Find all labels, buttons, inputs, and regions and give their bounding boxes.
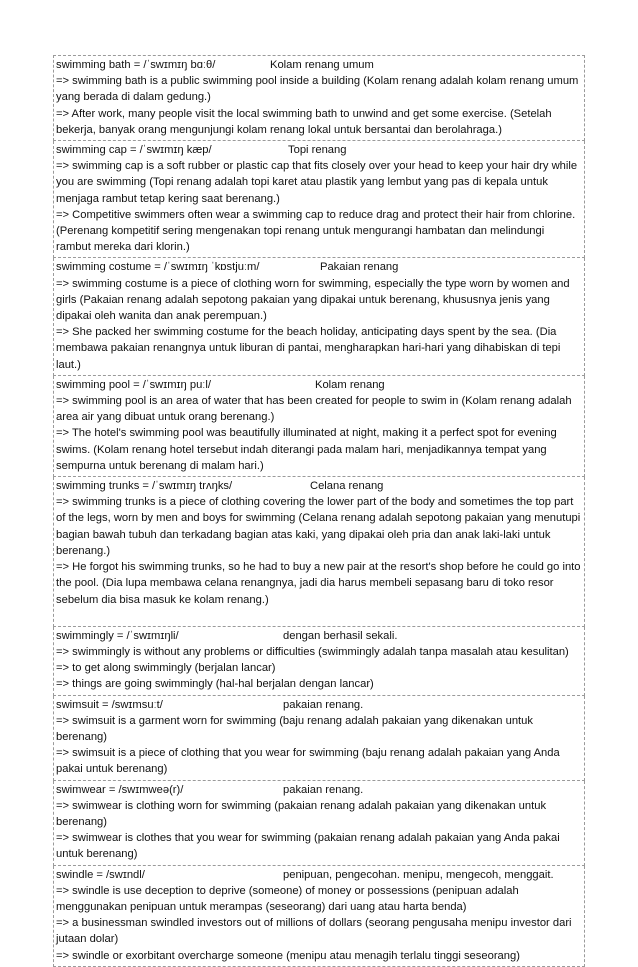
entry-example-line: => things are going swimmingly (hal-hal berjalan dengan lancar)	[56, 678, 374, 691]
entry-term: swimming pool = /ˈswɪmɪŋ puːl/	[56, 378, 212, 391]
entry-example-line: => swimming costume is a piece of clothing worn for swimming, especially the type worn by women and girls (Pakaian renang adalah sepotong pakaian yang dipakai untuk berenang, khususnya jenis yang dipakai oleh wanita dan anak perempuan.)	[56, 277, 570, 323]
entry-term: swimming cap = /ˈswɪmɪŋ kæp/	[56, 144, 212, 157]
entry-example-line: => a businessman swindled investors out of millions of dollars (seorang pengusaha menipu investor dari jutaan dolar)	[56, 917, 572, 946]
dictionary-entry	[53, 141, 585, 258]
dictionary-entry	[53, 258, 585, 375]
entry-translation: pakaian renang.	[283, 783, 364, 796]
entry-term: swimsuit = /swɪmsuːt/	[56, 698, 163, 711]
entry-translation: Kolam renang	[315, 378, 385, 391]
dictionary-entry	[53, 781, 585, 866]
entry-example-line: => swindle or exorbitant overcharge someone (menipu atau menagih terlalu tinggi seseorang)	[56, 949, 520, 962]
entry-example-line: => Competitive swimmers often wear a swimming cap to reduce drag and protect their hair from chlorine. (Perenang kompetitif sering mengenakan topi renang untuk mengurangi hambatan dan melindungi rambut mereka dari klorin.)	[56, 208, 576, 254]
entry-example-line: => swindle is use deception to deprive (someone) of money or possessions (penipuan adalah menggunakan penipuan untuk merampas (seseorang) dari uang atau harta benda)	[56, 884, 519, 913]
dictionary-entry	[53, 477, 585, 627]
entry-term: swimwear = /swɪmweə(r)/	[56, 783, 184, 796]
entry-term: swimming costume = /ˈswɪmɪŋ ˈkɒstjuːm/	[56, 261, 260, 274]
entry-example-line: => swimming cap is a soft rubber or plastic cap that fits closely over your head to keep your hair dry while you are swimming (Topi renang adalah topi karet atau plastik yang lembut yang pas di kepala untuk menjaga rambut tetap kering saat berenang.)	[56, 160, 578, 205]
entry-translation: Kolam renang umum	[270, 59, 374, 71]
entry-term: swindle = /swɪndl/	[56, 868, 145, 881]
entry-term: swimming bath = /ˈswɪmɪŋ bɑːθ/	[56, 59, 216, 71]
entry-example-line: => swimming trunks is a piece of clothing covering the lower part of the body and sometimes the top part of the legs, worn by men and boys for swimming (Celana renang adalah sepotong pakaian yang menutupi bagian bawah tubuh dan terkadang bagian atas kaki, yang dipakai oleh pria dan anak laki-laki untuk berenang.)	[56, 496, 581, 557]
entry-term: swimmingly = /ˈswɪmɪŋli/	[56, 629, 179, 642]
entry-example-line: => She packed her swimming costume for the beach holiday, anticipating days spent by the sea. (Dia membawa pakaian renangnya untuk liburan di pantai, mengharapkan hari-hari yang dihabiskan di tepi laut.)	[56, 326, 561, 371]
entry-translation: Celana renang	[310, 480, 384, 493]
entry-headword-line	[56, 377, 582, 393]
entry-headword-line	[56, 867, 582, 883]
dictionary-entry	[53, 376, 585, 477]
entry-translation: dengan berhasil sekali.	[283, 629, 398, 642]
entry-example-line	[56, 608, 582, 624]
entry-translation: Pakaian renang	[320, 261, 399, 274]
entry-example-line: => swimmingly is without any problems or difficulties (swimmingly adalah tanpa masalah atau kesulitan)	[56, 645, 569, 658]
entry-example-line: => swimming bath is a public swimming pool inside a building (Kolam renang adalah kolam renang umum yang berada di dalam gedung.)	[56, 75, 579, 104]
entry-term: swimming trunks = /ˈswɪmɪŋ trʌŋks/	[56, 480, 233, 493]
entry-example-line: => After work, many people visit the local swimming bath to unwind and get some exercise. (Setelah bekerja, banyak orang mengunjungi kolam renang lokal untuk bersantai dan berolahraga.)	[56, 107, 552, 136]
entry-headword-line	[56, 142, 582, 158]
dictionary-entry	[53, 696, 585, 781]
entry-headword-line	[56, 57, 582, 73]
entry-translation: Topi renang	[288, 144, 347, 157]
entry-translation: pakaian renang.	[283, 698, 364, 711]
entry-example-line: => The hotel's swimming pool was beautifully illuminated at night, making it a perfect spot for evening swims. (Kolam renang hotel tersebut indah diterangi pada malam hari, menjadikannya tempat yang sempurna untuk berenang di malam hari.)	[56, 427, 557, 472]
entry-example-line: => swimsuit is a piece of clothing that you wear for swimming (baju renang adalah pakaian yang Anda pakai untuk berenang)	[56, 747, 560, 776]
entry-example-line: => to get along swimmingly (berjalan lancar)	[56, 662, 276, 675]
entry-translation: penipuan, pengecohan. menipu, mengecoh, menggait.	[283, 868, 554, 881]
entry-headword-line	[56, 697, 582, 713]
dictionary-page	[53, 55, 585, 967]
entry-headword-line	[56, 628, 582, 644]
entry-headword-line	[56, 259, 582, 275]
dictionary-entry	[53, 866, 585, 967]
entry-example-line: => swimwear is clothes that you wear for swimming (pakaian renang adalah pakaian yang Anda pakai untuk berenang)	[56, 832, 560, 861]
entry-headword-line	[56, 782, 582, 798]
entry-example-line: => swimming pool is an area of water that has been created for people to swim in (Kolam renang adalah area air yang dibuat untuk orang berenang.)	[56, 395, 572, 424]
dictionary-entry	[53, 627, 585, 696]
dictionary-entry	[53, 55, 585, 141]
entry-example-line: => He forgot his swimming trunks, so he had to buy a new pair at the resort's shop before he could go into the pool. (Dia lupa membawa celana renangnya, jadi dia harus membeli sepasang baru di toko resor sebelum dia bisa masuk ke kolam renang.)	[56, 561, 581, 606]
entry-example-line: => swimwear is clothing worn for swimming (pakaian renang adalah pakaian yang dikenakan untuk berenang)	[56, 799, 547, 828]
entry-example-line: => swimsuit is a garment worn for swimming (baju renang adalah pakaian yang dikenakan untuk berenang)	[56, 714, 533, 743]
entry-headword-line	[56, 478, 582, 494]
